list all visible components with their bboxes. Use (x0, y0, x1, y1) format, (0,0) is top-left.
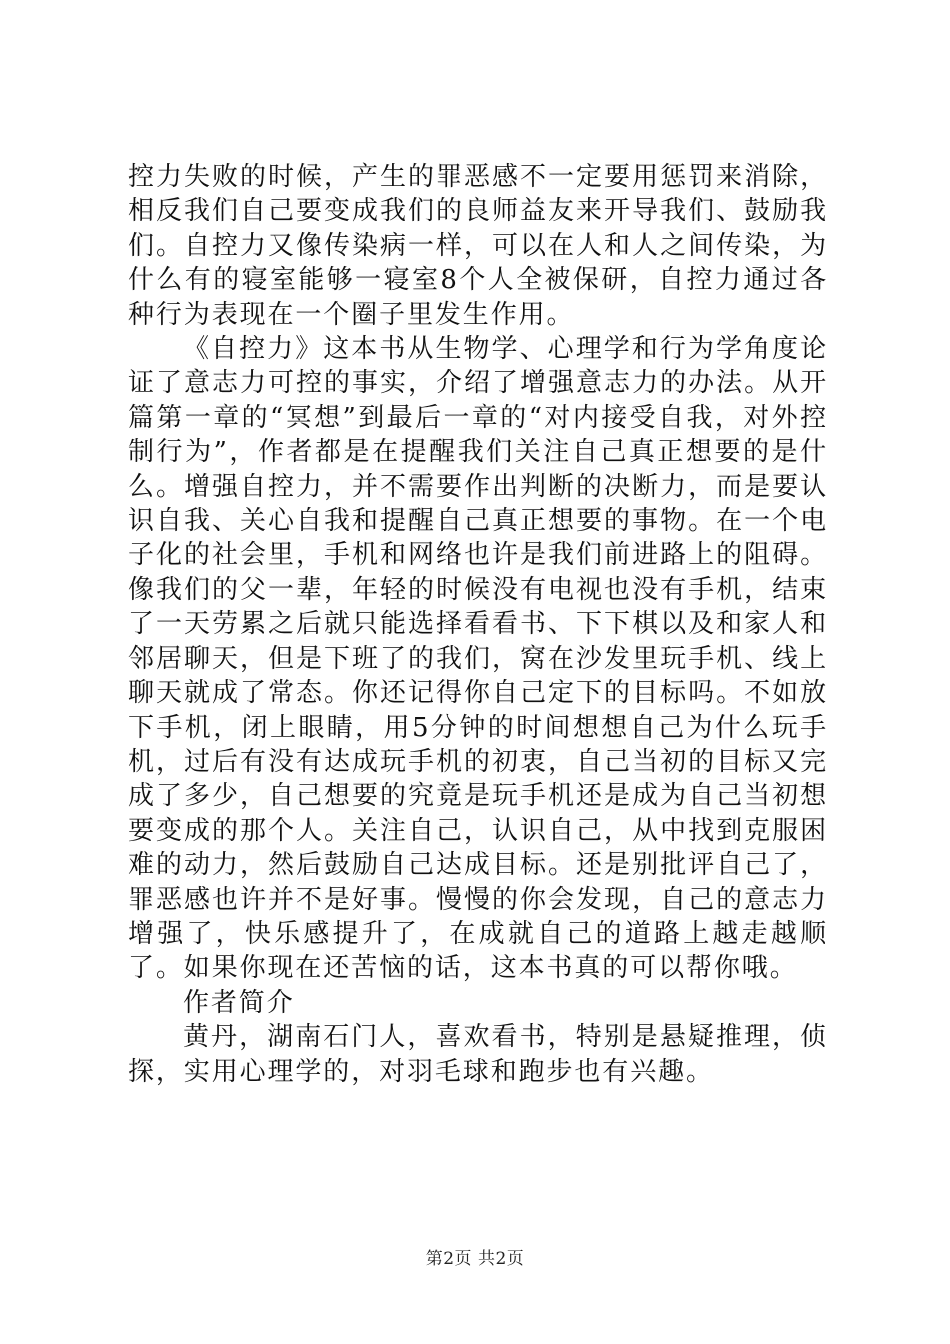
page-number-footer: 第2页 共2页 (425, 1249, 525, 1269)
author-intro-text: 黄丹，湖南石门人，喜欢看书，特别是悬疑推理，侦探，实用心理学的，对羽毛球和跑步也有兴趣。 (128, 1022, 828, 1087)
paragraph-continuation: 控力失败的时候，产生的罪恶感不一定要用惩罚来消除，相反我们自己要变成我们的良师益友来开导我们、鼓励我们。自控力又像传染病一样，可以在人和人之间传染，为什么有的寝室能够一寝室8个人全被保研，自控力通过各种行为表现在一个圈子里发生作用。 (128, 162, 828, 330)
document-body (128, 160, 828, 1089)
author-intro-heading: 作者简介 (183, 987, 295, 1018)
paragraph-book-review: 《自控力》这本书从生物学、心理学和行为学角度论证了意志力可控的事实，介绍了增强意志力的办法。从开篇第一章的“冥想”到最后一章的“对内接受自我，对外控制行为”，作者都是在提醒我们关注自己真正想要的是什么。增强自控力，并不需要作出判断的决断力，而是要认识自我、关心自我和提醒自己真正想要的事物。在一个电子化的社会里，手机和网络也许是我们前进路上的阻碍。像我们的父一辈，年轻的时候没有电视也没有手机，结束了一天劳累之后就只能选择看看书、下下棋以及和家人和邻居聊天，但是下班了的我们，窝在沙发里玩手机、线上聊天就成了常态。你还记得你自己定下的目标吗。不如放下手机，闭上眼睛，用5分钟的时间想想自己为什么玩手机，过后有没有达成玩手机的初衷，自己当初的目标又完成了多少，自己想要的究竟是玩手机还是成为自己当初想要变成的那个人。关注自己，认识自己，从中找到克服困难的动力，然后鼓励自己达成目标。还是别批评自己了，罪恶感也许并不是好事。慢慢的你会发现，自己的意志力增强了，快乐感提升了，在成就自己的道路上越走越顺了。如果你现在还苦恼的话，这本书真的可以帮你哦。 (128, 334, 828, 984)
